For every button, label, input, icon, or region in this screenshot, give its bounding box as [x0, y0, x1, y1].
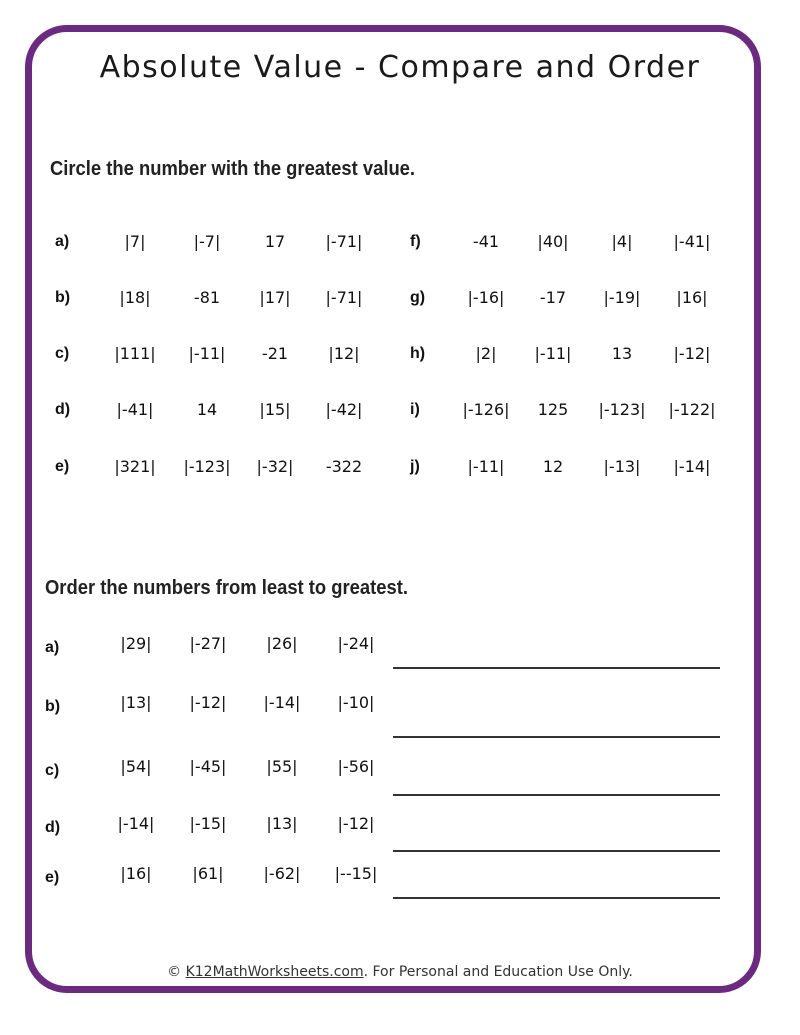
- order-number: |-56|: [337, 757, 375, 776]
- answer-choice[interactable]: 12: [542, 457, 564, 476]
- answer-choice[interactable]: |15|: [259, 400, 291, 419]
- answer-choice[interactable]: |7|: [124, 232, 146, 251]
- answer-choice[interactable]: 13: [611, 344, 633, 363]
- answer-choice[interactable]: |18|: [119, 288, 151, 307]
- answer-choice[interactable]: 125: [537, 400, 569, 419]
- problem-label: c): [55, 345, 70, 362]
- problem-label: i): [410, 401, 420, 418]
- problem-label: h): [410, 345, 426, 362]
- order-number: |-14|: [263, 693, 301, 712]
- answer-choice[interactable]: |-123|: [183, 457, 231, 476]
- order-number: |-62|: [263, 864, 301, 883]
- answer-choice[interactable]: 17: [264, 232, 286, 251]
- order-number: |54|: [120, 757, 152, 776]
- order-number: |26|: [266, 634, 298, 653]
- answer-choice[interactable]: |-41|: [673, 232, 711, 251]
- footer: [0, 964, 800, 980]
- answer-choice[interactable]: |17|: [259, 288, 291, 307]
- answer-choice[interactable]: |-32|: [256, 457, 294, 476]
- answer-choice[interactable]: |-123|: [598, 400, 646, 419]
- answer-choice[interactable]: |-16|: [467, 288, 505, 307]
- section2-instruction: Order the numbers from least to greatest.: [45, 577, 408, 599]
- page-title: Absolute Value - Compare and Order: [99, 50, 701, 85]
- order-number: |-14|: [117, 814, 155, 833]
- answer-choice[interactable]: |-41|: [116, 400, 154, 419]
- order-number: |-27|: [189, 634, 227, 653]
- answer-choice[interactable]: -17: [539, 288, 567, 307]
- order-number: |-24|: [337, 634, 375, 653]
- footer-suffix: . For Personal and Education Use Only.: [363, 964, 633, 980]
- answer-choice[interactable]: |-122|: [668, 400, 716, 419]
- problem-label: e): [45, 869, 60, 886]
- problem-label: c): [45, 762, 60, 779]
- order-number: |16|: [120, 864, 152, 883]
- order-number: |-10|: [337, 693, 375, 712]
- footer-prefix: ©: [167, 964, 186, 980]
- answer-choice[interactable]: |-12|: [673, 344, 711, 363]
- answer-choice[interactable]: |-71|: [325, 232, 363, 251]
- answer-choice[interactable]: |-42|: [325, 400, 363, 419]
- order-number: |-45|: [189, 757, 227, 776]
- footer-link[interactable]: K12MathWorksheets.com: [185, 964, 364, 980]
- answer-choice[interactable]: |-11|: [467, 457, 505, 476]
- answer-choice[interactable]: |321|: [114, 457, 156, 476]
- section1-instruction: Circle the number with the greatest value.: [50, 158, 416, 180]
- answer-choice[interactable]: -41: [472, 232, 500, 251]
- answer-choice[interactable]: |12|: [328, 344, 360, 363]
- answer-line[interactable]: [393, 736, 720, 738]
- problem-label: j): [410, 458, 420, 475]
- problem-label: d): [55, 401, 71, 418]
- problem-label: a): [55, 233, 70, 250]
- order-number: |-12|: [189, 693, 227, 712]
- order-number: |13|: [120, 693, 152, 712]
- answer-choice[interactable]: -81: [193, 288, 221, 307]
- answer-choice[interactable]: |111|: [114, 344, 156, 363]
- order-number: |--15|: [334, 864, 378, 883]
- problem-label: g): [410, 289, 426, 306]
- answer-choice[interactable]: |2|: [475, 344, 497, 363]
- problem-label: a): [45, 639, 60, 656]
- answer-choice[interactable]: |16|: [676, 288, 708, 307]
- answer-choice[interactable]: |-11|: [534, 344, 572, 363]
- problem-label: b): [45, 698, 61, 715]
- problem-label: f): [410, 233, 421, 250]
- answer-line[interactable]: [393, 850, 720, 852]
- answer-choice[interactable]: |4|: [611, 232, 633, 251]
- answer-choice[interactable]: |-7|: [193, 232, 221, 251]
- answer-choice[interactable]: 14: [196, 400, 218, 419]
- answer-choice[interactable]: |-71|: [325, 288, 363, 307]
- answer-choice[interactable]: |-13|: [603, 457, 641, 476]
- answer-line[interactable]: [393, 667, 720, 669]
- problem-label: b): [55, 289, 71, 306]
- answer-choice[interactable]: |-126|: [462, 400, 510, 419]
- answer-choice[interactable]: |40|: [537, 232, 569, 251]
- problem-label: e): [55, 458, 70, 475]
- order-number: |55|: [266, 757, 298, 776]
- order-number: |-12|: [337, 814, 375, 833]
- answer-choice[interactable]: -322: [325, 457, 363, 476]
- order-number: |29|: [120, 634, 152, 653]
- answer-choice[interactable]: -21: [261, 344, 289, 363]
- answer-choice[interactable]: |-11|: [188, 344, 226, 363]
- order-number: |-15|: [189, 814, 227, 833]
- answer-line[interactable]: [393, 897, 720, 899]
- answer-choice[interactable]: |-14|: [673, 457, 711, 476]
- order-number: |13|: [266, 814, 298, 833]
- order-number: |61|: [192, 864, 224, 883]
- answer-line[interactable]: [393, 794, 720, 796]
- problem-label: d): [45, 819, 61, 836]
- answer-choice[interactable]: |-19|: [603, 288, 641, 307]
